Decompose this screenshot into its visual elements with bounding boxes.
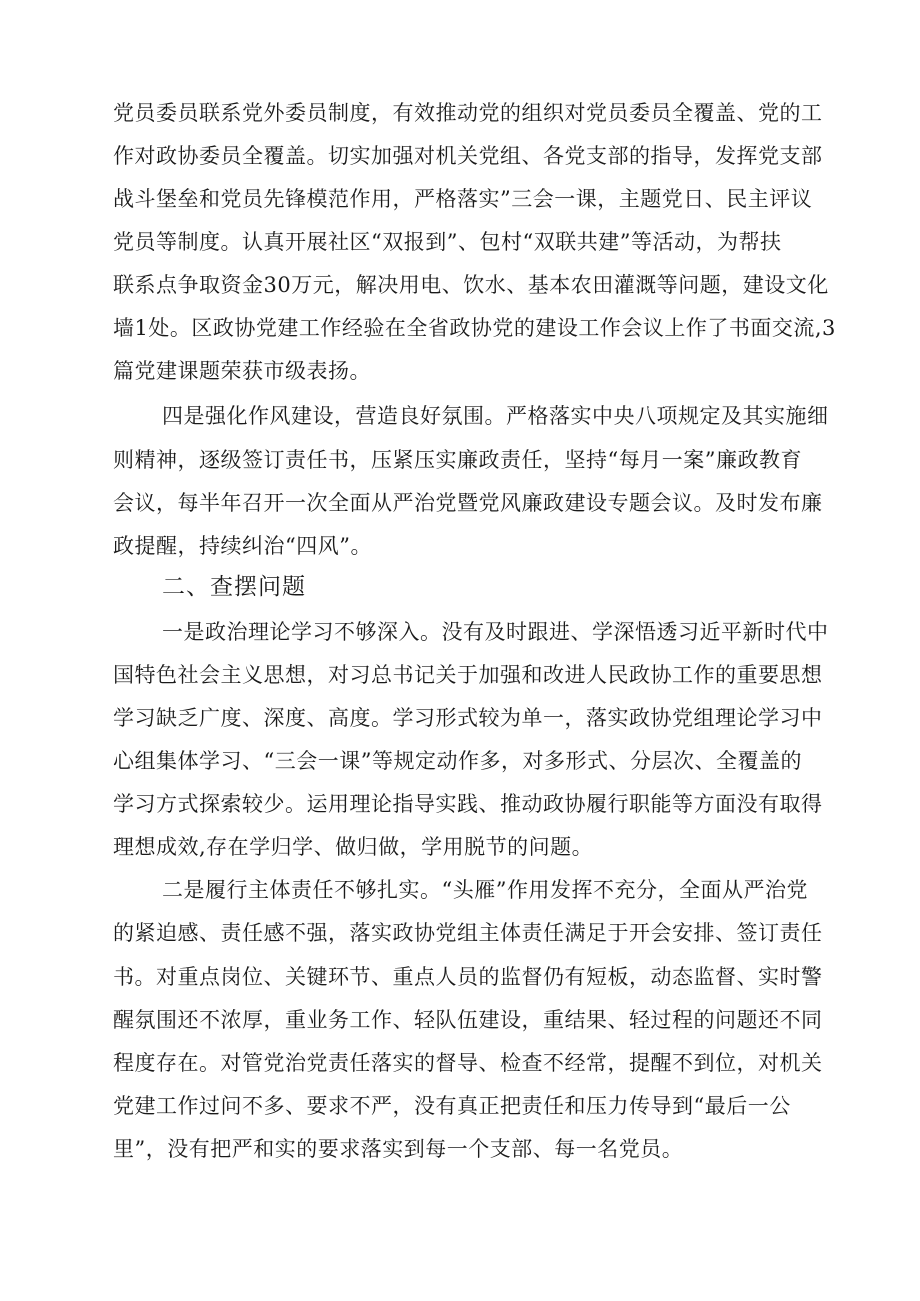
text-line: 作对政协委员全覆盖。切实加强对机关党组、各党支部的指导，发挥党支部 bbox=[113, 144, 823, 168]
text-line: 醒氛围还不浓厚，重业务工作、轻队伍建设，重结果、轻过程的问题还不同 bbox=[113, 1008, 823, 1032]
text-line: 党员委员联系党外委员制度，有效推动党的组织对党员委员全覆盖、党的工 bbox=[113, 101, 823, 125]
text-line: 心组集体学习、“三会一课”等规定动作多，对多形式、分层次、全覆盖的 bbox=[113, 749, 802, 773]
text-line: 里”，没有把严和实的要求落实到每一个支部、每一名党员。 bbox=[113, 1137, 684, 1161]
text-line: 党员等制度。认真开展社区“双报到”、包村“双联共建”等活动，为帮扶 bbox=[113, 230, 782, 254]
text-line: 篇党建课题荣获市级表扬。 bbox=[113, 359, 371, 383]
text-line: 的紧迫感、责任感不强，落实政协党组主体责任满足于开会安排、签订责任 bbox=[113, 921, 823, 945]
text-line: 政提醒，持续纠治“四风”。 bbox=[113, 534, 372, 558]
text-line: 程度存在。对管党治党责任落实的督导、检查不经常，提醒不到位，对机关 bbox=[113, 1051, 823, 1075]
paragraph-first-line: 四是强化作风建设，营造良好氛围。严格落实中央八项规定及其实施细 bbox=[162, 404, 829, 428]
paragraph-first-line: 一是政治理论学习不够深入。没有及时跟进、学深悟透习近平新时代中 bbox=[162, 620, 829, 644]
text-line: 书。对重点岗位、关键环节、重点人员的监督仍有短板，动态监督、实时警 bbox=[113, 965, 823, 989]
text-line: 理想成效,存在学归学、做归做，学用脱节的问题。 bbox=[113, 835, 594, 859]
text-line: 墙1处。区政协党建工作经验在全省政协党的建设工作会议上作了书面交流,3 bbox=[113, 316, 836, 340]
text-line: 学习方式探索较少。运用理论指导实践、推动政协履行职能等方面没有取得 bbox=[113, 792, 823, 816]
text-line: 联系点争取资金30万元，解决用电、饮水、基本农田灌溉等问题，建设文化 bbox=[113, 273, 829, 297]
text-line: 学习缺乏广度、深度、高度。学习形式较为单一，落实政协党组理论学习中 bbox=[113, 706, 823, 730]
text-line: 党建工作过问不多、要求不严，没有真正把责任和压力传导到“最后一公 bbox=[113, 1094, 791, 1118]
text-line: 会议，每半年召开一次全面从严治党暨党风廉政建设专题会议。及时发布廉 bbox=[113, 491, 823, 515]
text-line: 则精神，逐级签订责任书，压紧压实廉政责任，坚持“每月一案”廉政教育 bbox=[113, 448, 802, 472]
paragraph-first-line: 二是履行主体责任不够扎实。“头雁”作用发挥不充分，全面从严治党 bbox=[162, 878, 808, 902]
text-line: 国特色社会主义思想，对习总书记关于加强和改进人民政协工作的重要思想 bbox=[113, 663, 823, 687]
section-heading: 二、查摆问题 bbox=[162, 574, 306, 600]
text-line: 战斗堡垒和党员先锋模范作用，严格落实”三会一课，主题党日、民主评议 bbox=[113, 187, 813, 211]
